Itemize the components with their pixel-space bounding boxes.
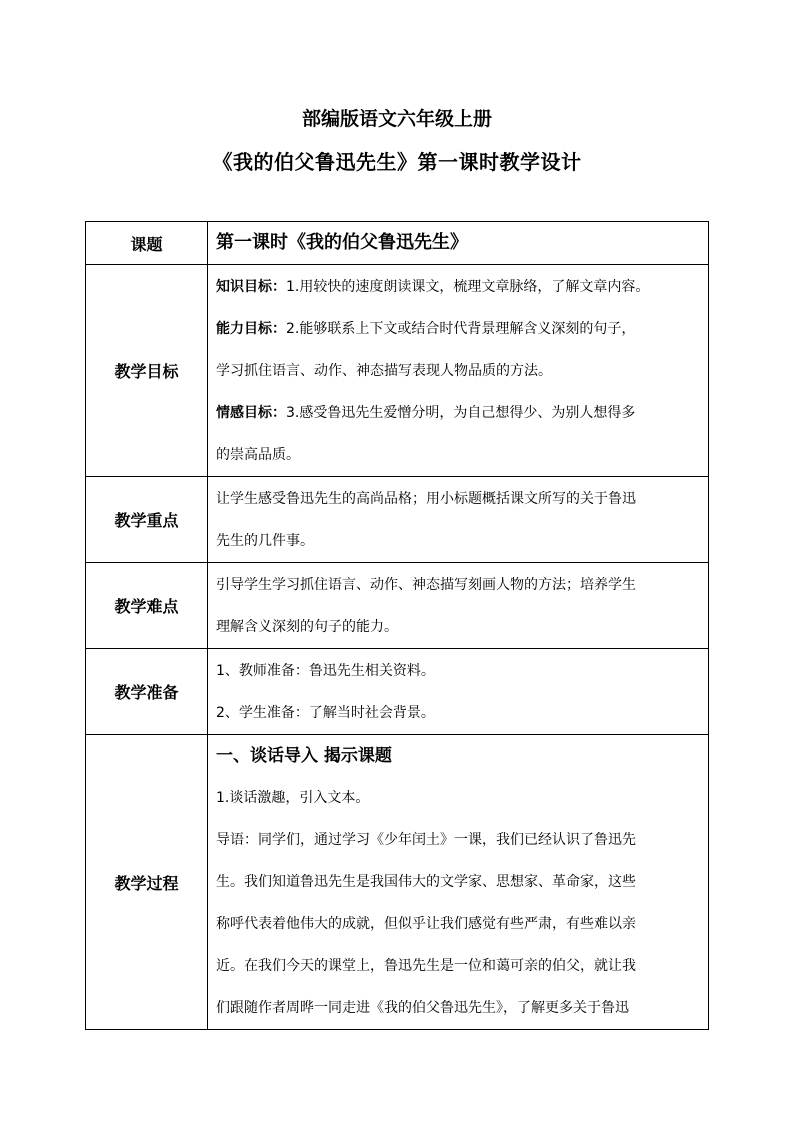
knowledge-goal-key: 知识目标：	[216, 279, 286, 295]
emotion-goal-continued: 的崇高品质。	[216, 447, 300, 463]
process-step-1: 1.谈话激趣，引入文本。	[216, 790, 370, 806]
preparation-student: 2、学生准备：了解当时社会背景。	[216, 705, 435, 721]
row-content-preparation	[208, 649, 709, 735]
table-row-difficulty	[86, 563, 709, 649]
row-label-goals: 教学目标	[86, 265, 208, 477]
knowledge-goal-text: 1.用较快的速度朗读课文，梳理文章脉络，了解文章内容。	[286, 279, 650, 295]
topic-value: 第一课时《我的伯父鲁迅先生》	[216, 232, 468, 253]
row-label-topic: 课题	[86, 222, 208, 265]
difficulty-line-2: 理解含义深刻的句子的能力。	[216, 619, 398, 635]
focus-line-2: 先生的几件事。	[216, 533, 314, 549]
ability-goal	[216, 308, 702, 350]
document-title: 部编版语文六年级上册	[301, 108, 492, 130]
preparation-teacher: 1、教师准备：鲁迅先生相关资料。	[216, 663, 435, 679]
table-row-preparation	[86, 649, 709, 735]
row-content-process	[208, 735, 709, 1030]
process-text-line: 近。在我们今天的课堂上，鲁迅先生是一位和蔼可亲的伯父，就让我	[216, 958, 636, 974]
table-row-focus	[86, 477, 709, 563]
emotion-goal	[216, 392, 702, 434]
table-row-process	[86, 735, 709, 1030]
table-row-goals	[86, 265, 709, 477]
process-text-line: 称呼代表着他伟大的成就，但似乎让我们感觉有些严肃，有些难以亲	[216, 916, 636, 932]
table-row-topic	[86, 222, 709, 265]
row-label-preparation: 教学准备	[86, 649, 208, 735]
emotion-goal-text: 3.感受鲁迅先生爱憎分明，为自己想得少、为别人想得多	[286, 405, 636, 421]
process-text-line: 们跟随作者周晔一同走进《我的伯父鲁迅先生》，了解更多关于鲁迅	[216, 1000, 629, 1016]
process-text-line: 导语：同学们，通过学习《少年闰土》一课，我们已经认识了鲁迅先	[216, 832, 636, 848]
ability-goal-continued: 学习抓住语言、动作、神态描写表现人物品质的方法。	[216, 363, 552, 379]
difficulty-line-1: 引导学生学习抓住语言、动作、神态描写刻画人物的方法；培养学生	[216, 577, 636, 593]
row-label-process: 教学过程	[86, 735, 208, 1030]
focus-line-1: 让学生感受鲁迅先生的高尚品格；用小标题概括课文所写的关于鲁迅	[216, 491, 636, 507]
row-content-focus	[208, 477, 709, 563]
lesson-plan-table	[85, 221, 709, 1030]
emotion-goal-key: 情感目标：	[216, 405, 286, 421]
document-subtitle: 《我的伯父鲁迅先生》第一课时教学设计	[212, 150, 582, 174]
ability-goal-key: 能力目标：	[216, 321, 286, 337]
row-content-topic	[208, 222, 709, 265]
process-section-title: 一、谈话导入 揭示课题	[216, 746, 392, 766]
row-label-focus: 教学重点	[86, 477, 208, 563]
ability-goal-text: 2.能够联系上下文或结合时代背景理解含义深刻的句子，	[286, 321, 636, 337]
knowledge-goal	[216, 266, 702, 308]
row-content-goals	[208, 265, 709, 477]
row-label-difficulty: 教学难点	[86, 563, 208, 649]
process-text-line: 生。我们知道鲁迅先生是我国伟大的文学家、思想家、革命家，这些	[216, 874, 636, 890]
row-content-difficulty	[208, 563, 709, 649]
